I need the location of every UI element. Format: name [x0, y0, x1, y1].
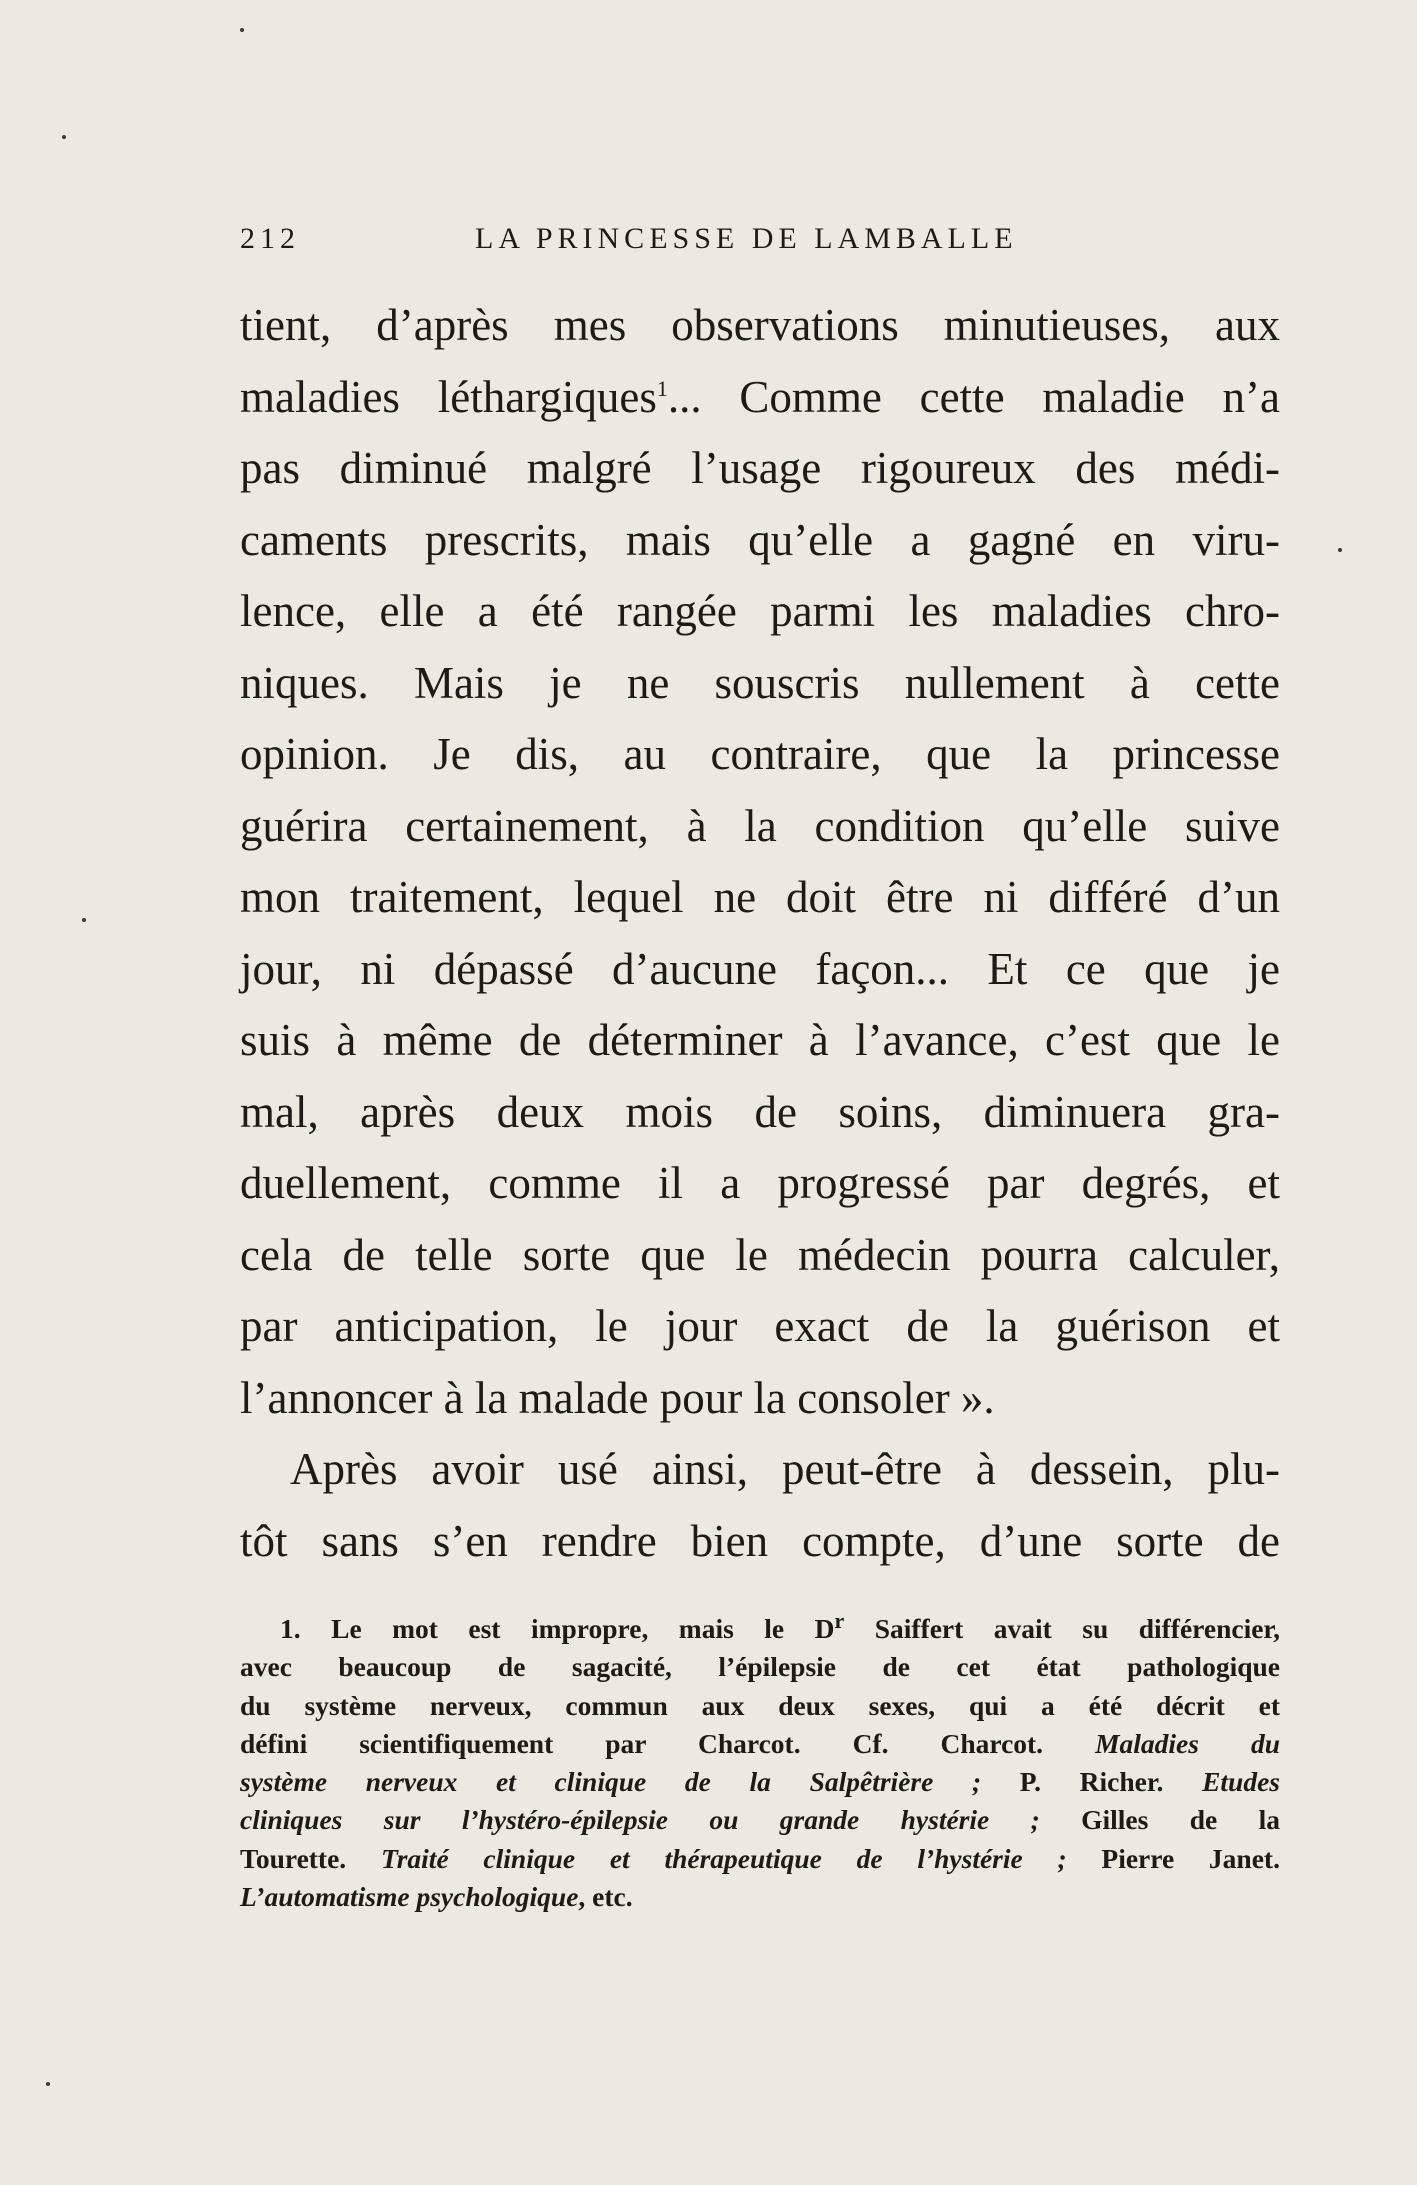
book-title: système nerveux et clinique de la Salpêtrière ;	[240, 1766, 982, 1798]
footnote	[240, 1607, 1280, 1916]
book-title: Etudes	[1202, 1766, 1280, 1798]
book-title: Maladies du	[1095, 1727, 1280, 1759]
text-line: mon traitement, lequel ne doit être ni différé d’un	[240, 872, 1280, 922]
text-line	[240, 362, 1280, 434]
text-line: jour, ni dépassé d’aucune façon... Et ce que je	[240, 943, 1280, 994]
text-line: opinion. Je dis, au contraire, que la princesse	[240, 729, 1280, 779]
footnote-fragment: P. Richer.	[981, 1766, 1203, 1798]
footnote-line	[240, 1763, 1280, 1801]
paper-speck	[1338, 548, 1342, 552]
page-header	[240, 222, 1280, 262]
text-fragment: maladies léthargiques	[240, 371, 657, 422]
paper-speck	[46, 2082, 50, 2086]
text-line: par anticipation, le jour exact de la guérison et	[240, 1301, 1280, 1351]
text-line: mal, après deux mois de soins, diminuera gra-	[240, 1086, 1280, 1137]
footnote-line	[240, 1725, 1280, 1763]
paper-speck	[240, 28, 244, 32]
footnote-line: avec beaucoup de sagacité, l’épilepsie de cet état pathologique	[240, 1651, 1280, 1683]
footnote-line	[240, 1801, 1280, 1839]
footnote-line	[240, 1840, 1280, 1878]
footnote-fragment: défini scientifiquement par Charcot. Cf. Charcot.	[240, 1727, 1096, 1759]
text-line: caments prescrits, mais qu’elle a gagné en viru-	[240, 514, 1280, 565]
body-text	[240, 290, 1280, 1577]
text-line: tôt sans s’en rendre bien compte, d’une sorte de	[240, 1515, 1280, 1566]
text-line: suis à même de déterminer à l’avance, c’est que le	[240, 1015, 1280, 1065]
text-line: niques. Mais je ne souscris nullement à cette	[240, 657, 1280, 708]
paper-speck	[62, 135, 66, 139]
text-line: duellement, comme il a progressé par degrés, et	[240, 1158, 1280, 1208]
footnote-line	[240, 1878, 1280, 1916]
footnote-fragment: 1. Le mot est impropre, mais le D	[280, 1613, 835, 1644]
footnote-fragment: Pierre Janet.	[1066, 1842, 1280, 1874]
page-number: 212	[240, 222, 300, 255]
footnote-line: du système nerveux, commun aux deux sexes, qui a été décrit et	[240, 1689, 1280, 1721]
text-line: pas diminué malgré l’usage rigoureux des médi-	[240, 443, 1280, 493]
footnote-fragment: Gilles de la	[1039, 1804, 1280, 1836]
footnote-superscript: r	[834, 1607, 845, 1633]
text-line: lence, elle a été rangée parmi les maladies chro-	[240, 586, 1280, 636]
footnote-fragment: Saiffert avait su différencier,	[844, 1613, 1280, 1644]
footnote-fragment: Tourette.	[240, 1842, 381, 1874]
paper-speck	[82, 918, 86, 922]
text-line: guérira certainement, à la condition qu’elle suive	[240, 800, 1280, 851]
text-line: cela de telle sorte que le médecin pourra calculer,	[240, 1229, 1280, 1280]
running-title: LA PRINCESSE DE LAMBALLE	[475, 222, 1018, 255]
text-line: tient, d’après mes observations minutieuses, aux	[240, 300, 1280, 350]
book-title: Traité clinique et thérapeutique de l’hystérie ;	[380, 1842, 1067, 1874]
book-title: cliniques sur l’hystéro-épilepsie ou grande hystérie ;	[240, 1804, 1040, 1836]
text-line: Après avoir usé ainsi, peut-être à dessein, plu-	[290, 1444, 1280, 1494]
footnote-fragment: , etc.	[578, 1881, 633, 1913]
footnote-ref: 1	[656, 375, 668, 401]
text-line: l’annoncer à la malade pour la consoler ».	[240, 1372, 995, 1423]
text-fragment: ... Comme cette maladie n’a	[667, 371, 1280, 422]
footnote-line	[240, 1607, 1280, 1648]
book-title: L’automatisme psychologique	[240, 1881, 579, 1913]
